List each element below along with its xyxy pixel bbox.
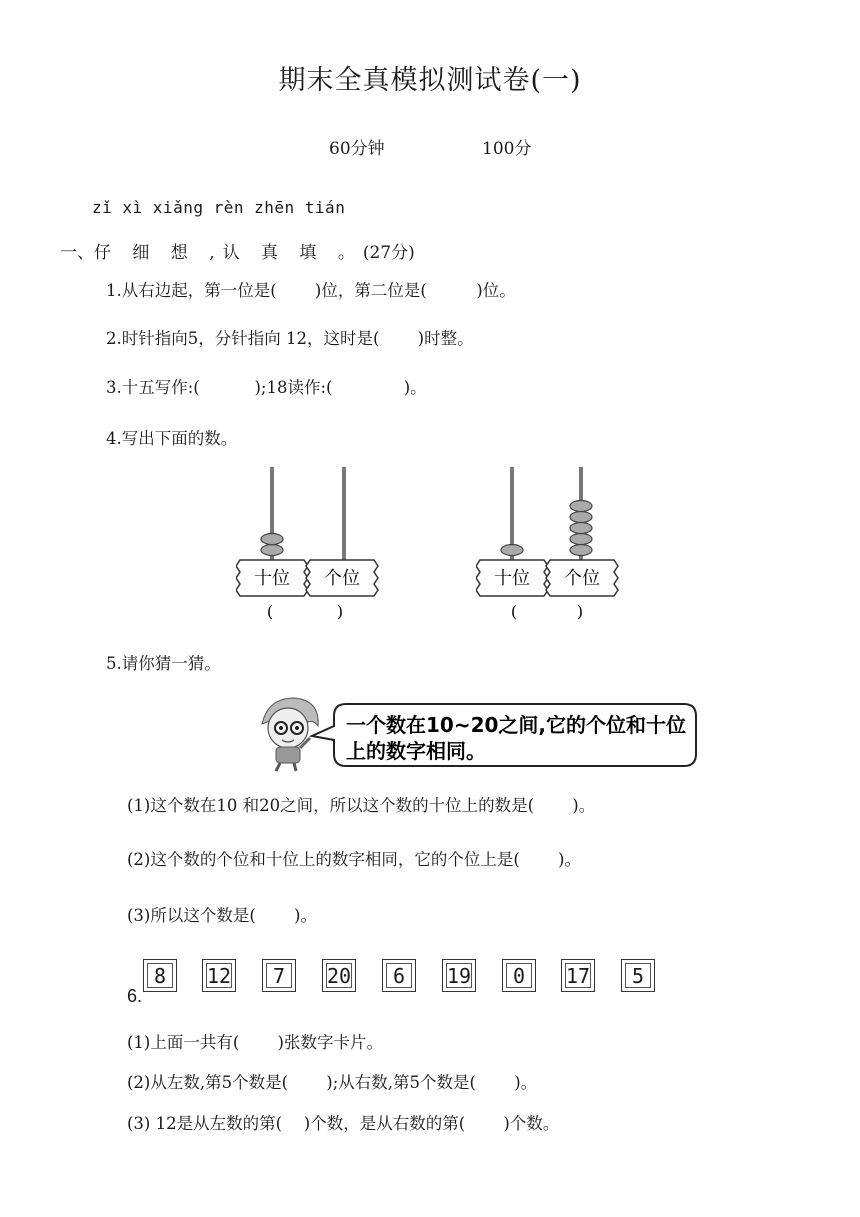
answer-open-paren: ( [510, 602, 518, 621]
number-card: 5 [621, 959, 655, 992]
question-5-3: (3)所以这个数是( )。 [127, 906, 317, 925]
question-5: 5.请你猜一猜。 [106, 654, 221, 673]
exam-time: 60分钟 [329, 139, 385, 159]
section-points: (27分) [362, 243, 415, 263]
question-2: 2.时针指向5，分针指向 12，这时是( )时整。 [106, 329, 474, 348]
abacus-left [236, 462, 386, 622]
question-5-2: (2)这个数的个位和十位上的数字相同，它的个位上是( )。 [127, 850, 581, 869]
number-card: 0 [502, 959, 536, 992]
question-6-number: 6. [127, 986, 143, 1006]
number-card: 12 [202, 959, 236, 992]
tens-label: 十位 [494, 568, 530, 589]
question-6-3: (3) 12是从左数的第( )个数，是从右数的第( )个数。 [127, 1114, 560, 1133]
number-card: 19 [442, 959, 476, 992]
question-3: 3.十五写作:( );18读作:( )。 [106, 378, 427, 397]
ones-bead [570, 501, 592, 512]
number-card: 20 [322, 959, 356, 992]
pinyin-line: zǐ xì xiǎng rèn zhēn tián [92, 198, 346, 217]
section-number: 一、 [60, 243, 94, 263]
number-card: 6 [382, 959, 416, 992]
tens-rod [510, 467, 514, 575]
tens-bead [261, 545, 283, 556]
ones-rod [342, 467, 346, 575]
section-heading [60, 238, 415, 263]
tens-rod [270, 467, 274, 575]
answer-close-paren: ) [336, 602, 344, 621]
question-6-2: (2)从左数,第5个数是( );从右数,第5个数是( )。 [127, 1073, 538, 1092]
question-4: 4.写出下面的数。 [106, 429, 238, 448]
tens-bead [501, 545, 523, 556]
question-5-1: (1)这个数在10 和20之间，所以这个数的十位上的数是( )。 [127, 796, 596, 815]
abacus-right [476, 462, 626, 622]
ones-bead [570, 512, 592, 523]
number-card: 17 [561, 959, 595, 992]
number-card: 7 [262, 959, 296, 992]
page-title: 期末全真模拟测试卷(一) [278, 65, 582, 96]
number-card: 8 [143, 959, 177, 992]
boy-character-icon [262, 698, 318, 771]
cartoon-speech-illustration [254, 694, 704, 774]
ones-label: 个位 [564, 568, 600, 589]
section-title: 仔 细 想 ,认 真 填 。 [94, 243, 363, 263]
ones-label: 个位 [324, 568, 360, 589]
answer-open-paren: ( [266, 602, 274, 621]
answer-close-paren: ) [576, 602, 584, 621]
bubble-line-1: 一个数在10~20之间,它的个位和十位 [346, 713, 687, 737]
tens-bead [261, 534, 283, 545]
tens-label: 十位 [254, 568, 290, 589]
ones-bead [570, 523, 592, 534]
exam-score: 100分 [482, 139, 532, 159]
question-1: 1.从右边起，第一位是( )位，第二位是( )位。 [106, 281, 516, 300]
bubble-line-2: 上的数字相同。 [346, 739, 486, 763]
question-6-1: (1)上面一共有( )张数字卡片。 [127, 1033, 383, 1052]
ones-bead [570, 545, 592, 556]
ones-bead [570, 534, 592, 545]
